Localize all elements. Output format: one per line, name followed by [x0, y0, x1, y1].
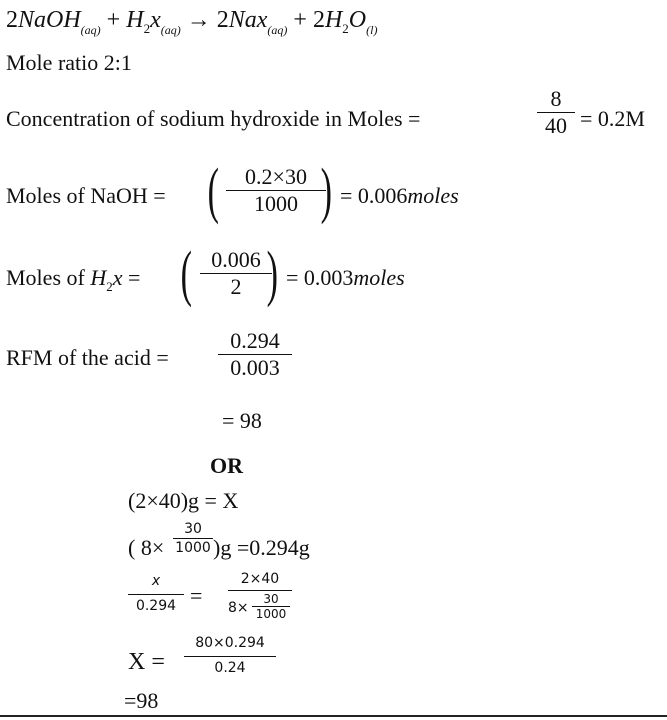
final-answer: =98 — [124, 688, 159, 713]
h-symbol: H — [126, 7, 144, 33]
ratio-right-fraction — [228, 572, 292, 623]
complex-denominator — [228, 593, 292, 623]
x-equals-label: X = — [128, 649, 165, 675]
moles-of-text: Moles of — [6, 265, 85, 290]
fraction-bar — [228, 590, 292, 591]
line2-post: )g =0.294g — [213, 535, 310, 560]
denominator: 0.003 — [230, 355, 280, 380]
subscript-two: 2 — [143, 21, 151, 36]
moles-naoh-result — [340, 185, 459, 207]
rfm-fraction — [218, 330, 292, 379]
state-aq: (aq) — [80, 23, 101, 37]
numerator: 8 — [550, 86, 562, 111]
bottom-rule — [0, 715, 667, 717]
nax-formula: Nax — [228, 7, 268, 33]
numerator: 30 — [184, 521, 202, 537]
state-aq: (aq) — [160, 23, 181, 37]
equals-sign: = — [127, 265, 141, 290]
x-fraction — [184, 636, 276, 675]
o-symbol: O — [348, 7, 367, 33]
subscript-two: 2 — [106, 279, 113, 294]
coefficient: 2 — [312, 7, 325, 33]
numerator: 0.2×30 — [245, 164, 307, 189]
alt-line2-fraction — [173, 522, 213, 555]
numerator: 30 — [263, 592, 279, 606]
plus-sign: + — [106, 7, 121, 33]
moles-acid-label — [6, 265, 141, 294]
h-symbol: H — [90, 265, 107, 290]
ratio-equals: = — [190, 583, 203, 608]
plus-sign: + — [293, 7, 307, 33]
denominator: 0.24 — [214, 660, 246, 676]
naoh-formula: NaOH — [18, 7, 81, 33]
denominator: 40 — [545, 113, 567, 138]
denominator: 2 — [230, 274, 242, 299]
state-aq: (aq) — [267, 23, 288, 37]
denominator: 1000 — [254, 191, 298, 216]
numerator: 2×40 — [240, 571, 280, 587]
den-fraction — [252, 593, 290, 620]
coefficient: 2 — [216, 7, 229, 33]
fraction-bar — [184, 656, 276, 657]
x-symbol: x — [112, 265, 123, 290]
h-symbol: H — [324, 7, 343, 33]
denominator: 0.294 — [135, 598, 177, 614]
fraction-bar — [128, 594, 184, 595]
mole-ratio: Mole ratio 2:1 — [6, 50, 132, 75]
den-prefix: 8× — [228, 600, 249, 616]
fraction-bar — [173, 538, 213, 539]
denominator: 1000 — [175, 540, 211, 556]
alt-line-2 — [128, 537, 164, 559]
rfm-result: = 98 — [222, 408, 262, 433]
line2-pre: ( 8× — [128, 535, 165, 560]
numerator: 0.006 — [211, 247, 261, 272]
or-heading: OR — [210, 453, 243, 478]
concentration-label: Concentration of sodium hydroxide in Moles = — [6, 106, 421, 131]
concentration-fraction — [537, 88, 575, 137]
left-paren: ( — [207, 157, 220, 225]
chemical-equation — [6, 7, 378, 37]
x-symbol: x — [150, 7, 161, 33]
moles-acid-result — [286, 267, 405, 289]
rfm-label: RFM of the acid = — [6, 345, 169, 370]
coefficient: 2 — [6, 7, 18, 33]
arrow-icon: → — [186, 7, 211, 33]
result-value: = 0.003 — [286, 265, 354, 290]
unit-moles: moles — [407, 183, 459, 208]
numerator: 0.294 — [230, 328, 280, 353]
numerator: 80×0.294 — [195, 635, 265, 651]
state-l: (l) — [366, 23, 378, 37]
concentration-result: = 0.2M — [580, 106, 645, 131]
moles-naoh-fraction — [226, 166, 326, 215]
alt-line-1: (2×40)g = X — [128, 488, 239, 513]
unit-moles: moles — [353, 265, 405, 290]
left-paren: ( — [180, 240, 193, 308]
right-paren: ) — [266, 240, 279, 308]
denominator: 1000 — [255, 607, 287, 621]
ratio-left-fraction — [128, 574, 184, 613]
result-value: = 0.006 — [340, 183, 408, 208]
right-paren: ) — [320, 157, 333, 225]
moles-naoh-label: Moles of NaOH = — [6, 183, 166, 208]
numerator: x — [151, 573, 161, 589]
moles-acid-fraction — [200, 249, 272, 298]
subscript-two: 2 — [342, 21, 349, 36]
